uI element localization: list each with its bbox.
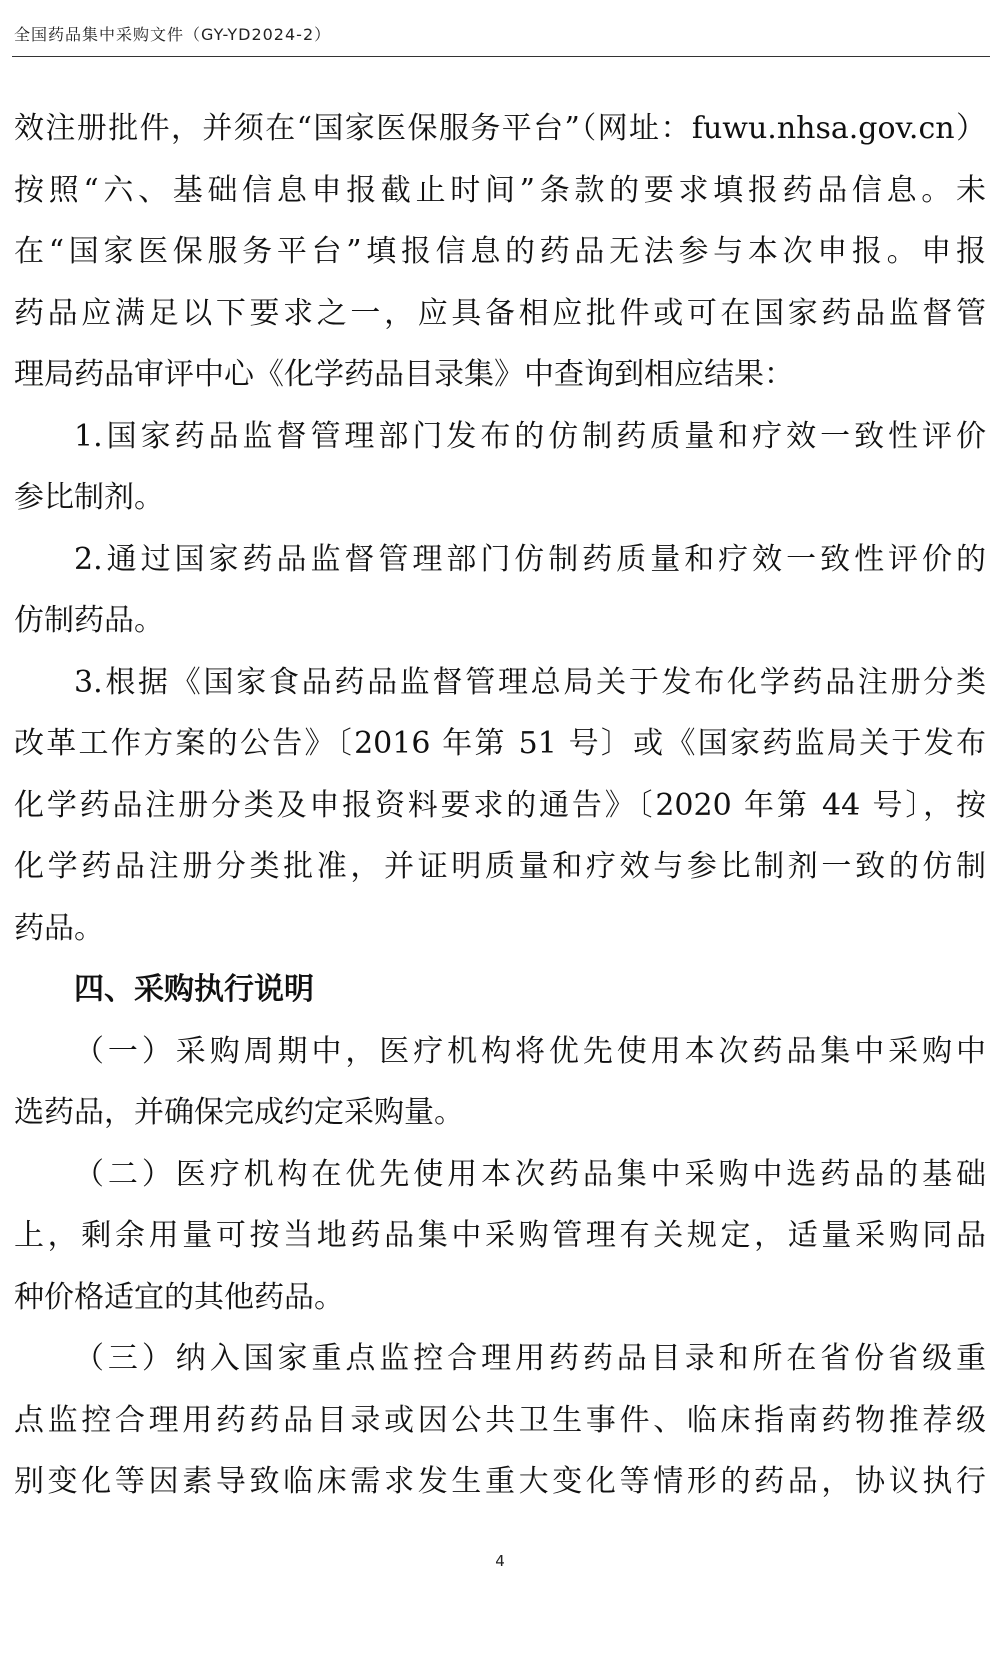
paragraph-line: 药品应满足以下要求之一，应具备相应批件或可在国家药品监督管 bbox=[14, 295, 986, 331]
paragraph-line: 按照“六、基础信息申报截止时间”条款的要求填报药品信息。未 bbox=[14, 172, 986, 208]
list-item-3-line: 改革工作方案的公告》〔2016 年第 51 号〕或《国家药监局关于发布 bbox=[14, 726, 986, 761]
document-body bbox=[14, 98, 986, 1513]
paragraph-line: 在“国家医保服务平台”填报信息的药品无法参与本次申报。申报 bbox=[14, 234, 986, 269]
page-number: 4 bbox=[495, 1552, 505, 1570]
paragraph-line: 理局药品审评中心《化学药品目录集》中查询到相应结果： bbox=[14, 357, 794, 392]
list-item-3-line: 化学药品注册分类及申报资料要求的通告》〔2020 年第 44 号〕，按 bbox=[14, 787, 986, 823]
list-item-1-line: 参比制剂。 bbox=[14, 480, 164, 515]
list-item-2-line: 2.通过国家药品监督管理部门仿制药质量和疗效一致性评价的 bbox=[74, 541, 986, 577]
header-divider bbox=[12, 56, 990, 57]
list-item-2-line: 仿制药品。 bbox=[14, 603, 164, 638]
clause-3-line: （三）纳入国家重点监控合理用药药品目录和所在省份省级重 bbox=[74, 1341, 986, 1376]
clause-3-line: 别变化等因素导致临床需求发生重大变化等情形的药品，协议执行 bbox=[14, 1464, 986, 1499]
clause-3-line: 点监控合理用药药品目录或因公共卫生事件、临床指南药物推荐级 bbox=[14, 1402, 986, 1438]
clause-1-line: （一）采购周期中，医疗机构将优先使用本次药品集中采购中 bbox=[74, 1033, 986, 1069]
clause-1-line: 选药品，并确保完成约定采购量。 bbox=[14, 1095, 464, 1130]
list-item-3-line: 化学药品注册分类批准，并证明质量和疗效与参比制剂一致的仿制 bbox=[14, 849, 986, 884]
list-item-3-line: 3.根据《国家食品药品监督管理总局关于发布化学药品注册分类 bbox=[74, 664, 986, 700]
list-item-1-line: 1.国家药品监督管理部门发布的仿制药质量和疗效一致性评价 bbox=[74, 418, 986, 454]
clause-2-line: 种价格适宜的其他药品。 bbox=[14, 1279, 344, 1315]
running-header: 全国药品集中采购文件（GY-YD2024-2） bbox=[14, 25, 332, 44]
list-item-3-line: 药品。 bbox=[14, 910, 104, 946]
clause-2-line: （二）医疗机构在优先使用本次药品集中采购中选药品的基础 bbox=[74, 1156, 986, 1192]
paragraph-line: 效注册批件，并须在“国家医保服务平台”（网址：fuwu.nhsa.gov.cn） bbox=[14, 111, 986, 146]
section-heading: 四、采购执行说明 bbox=[74, 972, 314, 1007]
clause-2-line: 上，剩余用量可按当地药品集中采购管理有关规定，适量采购同品 bbox=[14, 1218, 986, 1253]
